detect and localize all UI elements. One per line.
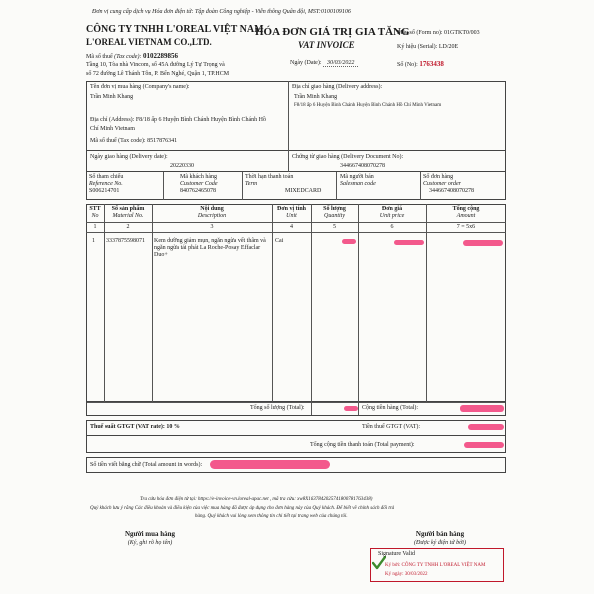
col-header-description-vi: Nội dung xyxy=(200,206,224,212)
invoice-date-label: Ngày (Date): xyxy=(290,60,322,66)
amount-words-label: Số tiền viết bằng chữ (Total amount in words): xyxy=(90,462,203,468)
ref-customer-value: 840762465078 xyxy=(180,188,216,194)
index-cell-5: 5 xyxy=(333,224,336,230)
ref-cell-term xyxy=(245,174,321,195)
ref-cell-reference xyxy=(89,174,123,195)
seller-name-en: L'OREAL VIETNAM CO.,LTD. xyxy=(86,37,212,47)
col-header-description-en: Description xyxy=(197,213,227,219)
col-div-4 xyxy=(311,204,312,402)
item-stt: 1 xyxy=(92,238,95,244)
items-header-line xyxy=(86,222,506,223)
lookup-line: Tra cứu hóa đơn điện tử tại: https://e-invoice-vn.loreal-apac.net , mã tra cứu: xw8X1637842025741800781763438) xyxy=(140,497,373,502)
col-header-material-en: Material No. xyxy=(112,213,144,219)
buyer-address-line1: F8/18 ấp 6 Huyện Bình Chánh Huyện Bình Chánh Hồ xyxy=(135,117,266,123)
seller-tax-row xyxy=(86,52,178,60)
redaction-total-qty xyxy=(344,406,358,411)
col-header-amount-en: Amount xyxy=(456,213,476,219)
col-header-unit-price xyxy=(358,206,426,220)
redaction-vat-amount xyxy=(468,424,504,430)
seller-tax-label-en: (Tax code): xyxy=(114,54,142,60)
col-header-amount-vi: Tổng cộng xyxy=(452,206,480,212)
delivery-name: Trần Minh Khang xyxy=(294,94,338,100)
ref-cell-order xyxy=(423,174,474,195)
vat-rate-value: 10 % xyxy=(166,424,180,430)
payment-row-box xyxy=(86,436,506,453)
serial-no: LD/20E xyxy=(438,44,459,50)
delivery-date-value: 20220330 xyxy=(170,163,194,169)
ref-salesman-label: Mã người bán xyxy=(340,174,374,180)
signed-by: Ký bởi: CÔNG TY TNHH L'OREAL VIỆT NAM xyxy=(385,563,486,568)
ref-customer-label: Mã khách hàng xyxy=(180,174,217,180)
item-description: Kem dưỡng giảm mụn, ngăn ngừa vết thâm và ngăn ngừa tái phát La Roche-Posay Effaclar Duo+ xyxy=(154,238,266,258)
buyer-tax-code: 8517876341 xyxy=(147,138,178,144)
buyer-address-label: Địa chỉ (Address): xyxy=(90,117,135,123)
ref-salesman-label-en: Salesman code xyxy=(340,181,376,187)
total-qty-label: Tổng số lượng (Total): xyxy=(250,405,305,411)
col-header-unit-vi: Đơn vị tính xyxy=(277,206,306,212)
invoice-no-label: Số (No): xyxy=(397,62,418,68)
delivery-address: F8/18 ấp 6 Huyện Bình Chánh Huyện Bình Chánh Hồ Chí Minh Vietnam xyxy=(294,103,442,108)
redaction-total-payment xyxy=(464,442,504,448)
index-cell-4: 4 xyxy=(290,224,293,230)
col-header-unit-price-en: Unit price xyxy=(379,213,405,219)
item-material: 3337875598071 xyxy=(106,238,145,244)
index-cell-7: 7 = 5x6 xyxy=(456,224,476,230)
buyer-company-label: Tên đơn vị mua hàng (Company's name): xyxy=(90,84,190,90)
index-cell-1: 1 xyxy=(93,224,97,230)
form-no: 01GTKT0/003 xyxy=(444,30,480,36)
delivery-row-divider xyxy=(288,151,289,172)
ref-divider-2 xyxy=(242,172,243,200)
col-header-unit xyxy=(272,206,311,220)
form-label: Mẫu số (Form no): xyxy=(397,30,443,36)
ref-customer-label-en: Customer Code xyxy=(180,181,218,187)
buyer-tax-row xyxy=(90,138,177,144)
col-header-quantity xyxy=(311,206,358,220)
provider-banner: Đơn vị cung cấp dịch vụ Hóa đơn điện tử: Tập đoàn Công nghiệp - Viễn thông Quân đội, MST:0100109106 xyxy=(92,9,351,15)
ref-term-label: Thời hạn thanh toán xyxy=(245,174,294,180)
ref-reference-label: Số tham chiếu xyxy=(89,174,124,180)
buyer-address-line2: Chí Minh Vietnam xyxy=(90,126,135,132)
col-div-5 xyxy=(358,204,359,402)
col-header-stt-vi: STT xyxy=(89,206,101,212)
col-header-quantity-vi: Số lượng xyxy=(323,206,346,212)
ref-cell-salesman xyxy=(340,174,376,188)
delivery-date-label: Ngày giao hàng (Delivery date): xyxy=(90,154,168,160)
delivery-address-label: Địa chỉ giao hàng (Delivery address): xyxy=(292,84,383,90)
invoice-date-row xyxy=(290,60,358,66)
buyer-address-row xyxy=(90,117,266,123)
col-header-amount xyxy=(426,206,506,220)
col-div-3 xyxy=(272,204,273,402)
buyer-name: Trần Minh Khang xyxy=(90,94,134,100)
terms-line2: hàng. Quý khách vui lòng xem thông tin chi tiết tại trang web của chúng tôi. xyxy=(195,514,348,519)
redaction-quantity xyxy=(342,239,356,244)
col-div-6 xyxy=(426,204,427,402)
seller-tax-code: 0102289856 xyxy=(142,52,178,60)
signature-valid-text: Signature Valid xyxy=(378,551,416,557)
col-header-stt-en: No xyxy=(91,213,99,219)
ref-cell-customer xyxy=(180,174,218,195)
seller-signature-sub: (Được ký điện tử bởi) xyxy=(414,540,466,546)
invoice-title-en: VAT INVOICE xyxy=(298,40,355,50)
total-payment-label: Tổng cộng tiền thanh toán (Total payment): xyxy=(310,442,415,448)
items-index-line xyxy=(86,232,506,233)
ref-divider-4 xyxy=(420,172,421,200)
col-header-unit-en: Unit xyxy=(286,213,297,219)
vat-rate-row xyxy=(90,424,180,430)
col-header-quantity-en: Quantity xyxy=(324,213,345,219)
invoice-no: 1763438 xyxy=(419,60,444,68)
item-unit: Cai xyxy=(275,238,284,244)
ref-divider-3 xyxy=(336,172,337,200)
ref-reference-label-en: Reference No. xyxy=(89,181,123,187)
ref-order-label: Số đơn hàng xyxy=(423,174,454,180)
redaction-unit-price xyxy=(394,240,424,245)
signed-date: Ký ngày: 30/03/2022 xyxy=(385,572,428,577)
delivery-doc-value: 344667408070278 xyxy=(340,163,385,169)
col-div-1 xyxy=(104,204,105,402)
form-row xyxy=(397,30,480,36)
delivery-doc-label: Chứng từ giao hàng (Delivery Document No): xyxy=(292,154,404,160)
col-header-material-vi: Số sản phẩm xyxy=(111,206,145,212)
vat-amount-label: Tiền thuế GTGT (VAT): xyxy=(362,424,421,430)
col-header-stt xyxy=(86,206,104,220)
buyer-tax-label: Mã số thuế (Tax code): xyxy=(90,138,146,144)
ref-term-value: MIXEDCARD xyxy=(285,188,322,194)
col-header-material xyxy=(104,206,152,220)
seller-signature-title: Người bán hàng xyxy=(415,530,465,538)
seller-address-line2: số 72 đường Lê Thánh Tôn, P. Bến Nghé, Quận 1, TP.HCM xyxy=(86,71,230,77)
seller-name-vi: CÔNG TY TNHH L'OREAL VIỆT NAM xyxy=(86,24,264,35)
redaction-amount xyxy=(463,240,503,246)
invoice-no-row xyxy=(397,60,444,68)
ref-reference-value: S006214701 xyxy=(89,188,120,194)
seller-tax-label: Mã số thuế xyxy=(86,54,113,60)
items-table xyxy=(86,204,506,402)
col-header-description xyxy=(152,206,272,220)
vat-rate-label: Thuế suất GTGT (VAT rate): xyxy=(90,424,165,430)
index-cell-3: 3 xyxy=(210,224,214,230)
buyer-signature-sub: (Ký, ghi rõ họ tên) xyxy=(127,540,173,546)
check-icon xyxy=(372,556,386,570)
col-header-unit-price-vi: Đơn giá xyxy=(381,206,403,212)
serial-label: Ký hiệu (Serial): xyxy=(397,44,438,50)
ref-term-label-en: Term xyxy=(245,181,258,187)
terms-line1: Quý khách lưu ý rằng Các điều khoản và điều kiện của việc mua hàng đã được áp dụng cho đơn hàng này của Quý khách. Để biết về chính sách đổi trả xyxy=(90,506,395,511)
ref-order-value: 344667408070278 xyxy=(429,188,474,194)
buyer-signature-title: Người mua hàng xyxy=(124,530,176,538)
buyer-box-divider xyxy=(288,81,289,151)
invoice-title-vi: HÓA ĐƠN GIÁ TRỊ GIA TĂNG xyxy=(255,26,410,38)
invoice-date: 30/03/2022 xyxy=(323,60,358,67)
serial-row xyxy=(397,44,458,50)
total-goods-label: Cộng tiền hàng (Total): xyxy=(362,405,419,411)
ref-order-label-en: Customer order xyxy=(423,181,461,187)
redaction-total-goods xyxy=(460,405,504,412)
col-div-2 xyxy=(152,204,153,402)
ref-divider-1 xyxy=(163,172,164,200)
index-cell-6: 6 xyxy=(390,224,394,230)
redaction-amount-words xyxy=(210,460,330,469)
index-cell-2: 2 xyxy=(126,224,130,230)
seller-address-line1: Tầng 10, Tòa nhà Vincom, số 45A đường Lý Tự Trọng và xyxy=(86,62,225,68)
